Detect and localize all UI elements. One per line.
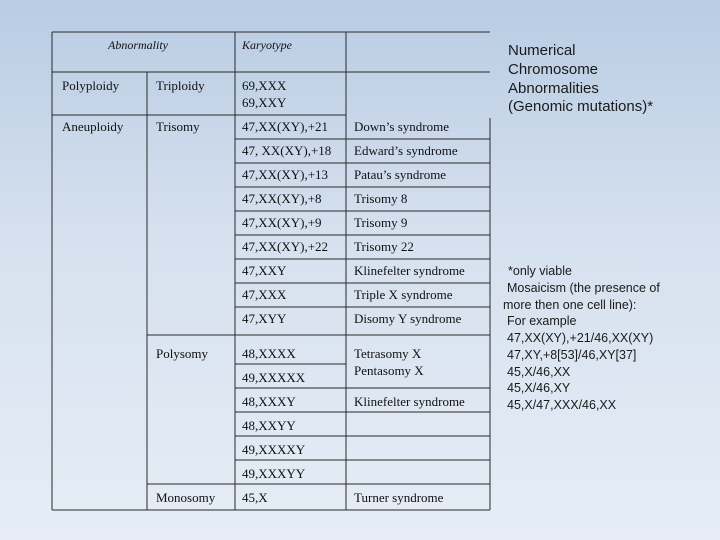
- karyotype-cell: 47,XYY: [242, 311, 287, 326]
- karyotype-cell: 49,XXXYY: [242, 466, 306, 481]
- syndrome-cell: Patau’s syndrome: [354, 167, 447, 182]
- header-abnormality: Abnormality: [108, 38, 168, 52]
- syndrome-cell: Disomy Y syndrome: [354, 311, 462, 326]
- karyotype-cell: 69,XXX: [242, 78, 287, 93]
- note-line: 47,XX(XY),+21/46,XX(XY): [507, 331, 654, 345]
- subtype-triploidy: Triploidy: [156, 78, 205, 93]
- syndrome-cell: Trisomy 8: [354, 191, 408, 206]
- category-aneuploidy: Aneuploidy: [62, 119, 124, 134]
- karyotype-cell: 47,XX(XY),+8: [242, 191, 322, 206]
- note-line: 45,X/47,XXX/46,XX: [507, 398, 617, 412]
- karyotype-cell: 47,XX(XY),+22: [242, 239, 329, 254]
- syndrome-cell: Pentasomy X: [354, 363, 424, 378]
- note-line: Mosaicism (the presence of: [507, 280, 660, 295]
- karyotype-cell: 47,XX(XY),+9: [242, 215, 322, 230]
- syndrome-cell: Down’s syndrome: [354, 119, 449, 134]
- syndrome-cell: Triple X syndrome: [354, 287, 453, 302]
- karyotype-cell: 47,XXX: [242, 287, 287, 302]
- karyotype-cell: 47, XX(XY),+18: [242, 143, 332, 158]
- syndrome-cell: Trisomy 22: [354, 239, 414, 254]
- syndrome-cell: Klinefelter syndrome: [354, 394, 465, 409]
- karyotype-cell: 45,X: [242, 490, 268, 505]
- note-line: 45,X/46,XX: [507, 364, 571, 379]
- title-line: (Genomic mutations)*: [508, 98, 654, 116]
- header-karyotype: Karyotype: [242, 38, 292, 52]
- syndrome-cell: Trisomy 9: [354, 215, 408, 230]
- karyotype-cell: 49,XXXXY: [242, 442, 306, 457]
- karyotype-cell: 48,XXXY: [242, 394, 296, 409]
- karyotype-cell: 47,XX(XY),+21: [242, 119, 329, 134]
- syndrome-cell: Edward’s syndrome: [354, 143, 458, 158]
- karyotype-cell: 48,XXXX: [242, 346, 296, 361]
- title-line: Numerical: [508, 42, 576, 59]
- subtype-polysomy: Polysomy: [156, 346, 209, 361]
- note-line: 45,X/46,XY: [507, 381, 571, 396]
- category-polyploidy: Polyploidy: [62, 78, 120, 93]
- note-line: *only viable: [508, 264, 572, 278]
- karyotype-cell: 69,XXY: [242, 95, 287, 110]
- karyotype-cell: 47,XXY: [242, 263, 287, 278]
- slide-title: [508, 42, 708, 117]
- note-line: For example: [507, 314, 577, 329]
- syndrome-cell: Klinefelter syndrome: [354, 263, 465, 278]
- syndrome-cell: Tetrasomy X: [354, 346, 422, 361]
- mosaicism-notes: [503, 263, 718, 414]
- title-line: Abnormalities: [508, 79, 599, 97]
- subtype-monosomy: Monosomy: [156, 490, 216, 505]
- karyotype-cell: 47,XX(XY),+13: [242, 167, 329, 182]
- syndrome-cell: Turner syndrome: [354, 490, 444, 505]
- title-line: Chromosome: [508, 60, 599, 78]
- subtype-trisomy: Trisomy: [156, 119, 200, 134]
- note-line: 47,XY,+8[53]/46,XY[37]: [507, 347, 637, 362]
- karyotype-cell: 49,XXXXX: [242, 370, 306, 385]
- note-line: more then one cell line):: [503, 297, 637, 312]
- karyotype-cell: 48,XXYY: [242, 418, 296, 433]
